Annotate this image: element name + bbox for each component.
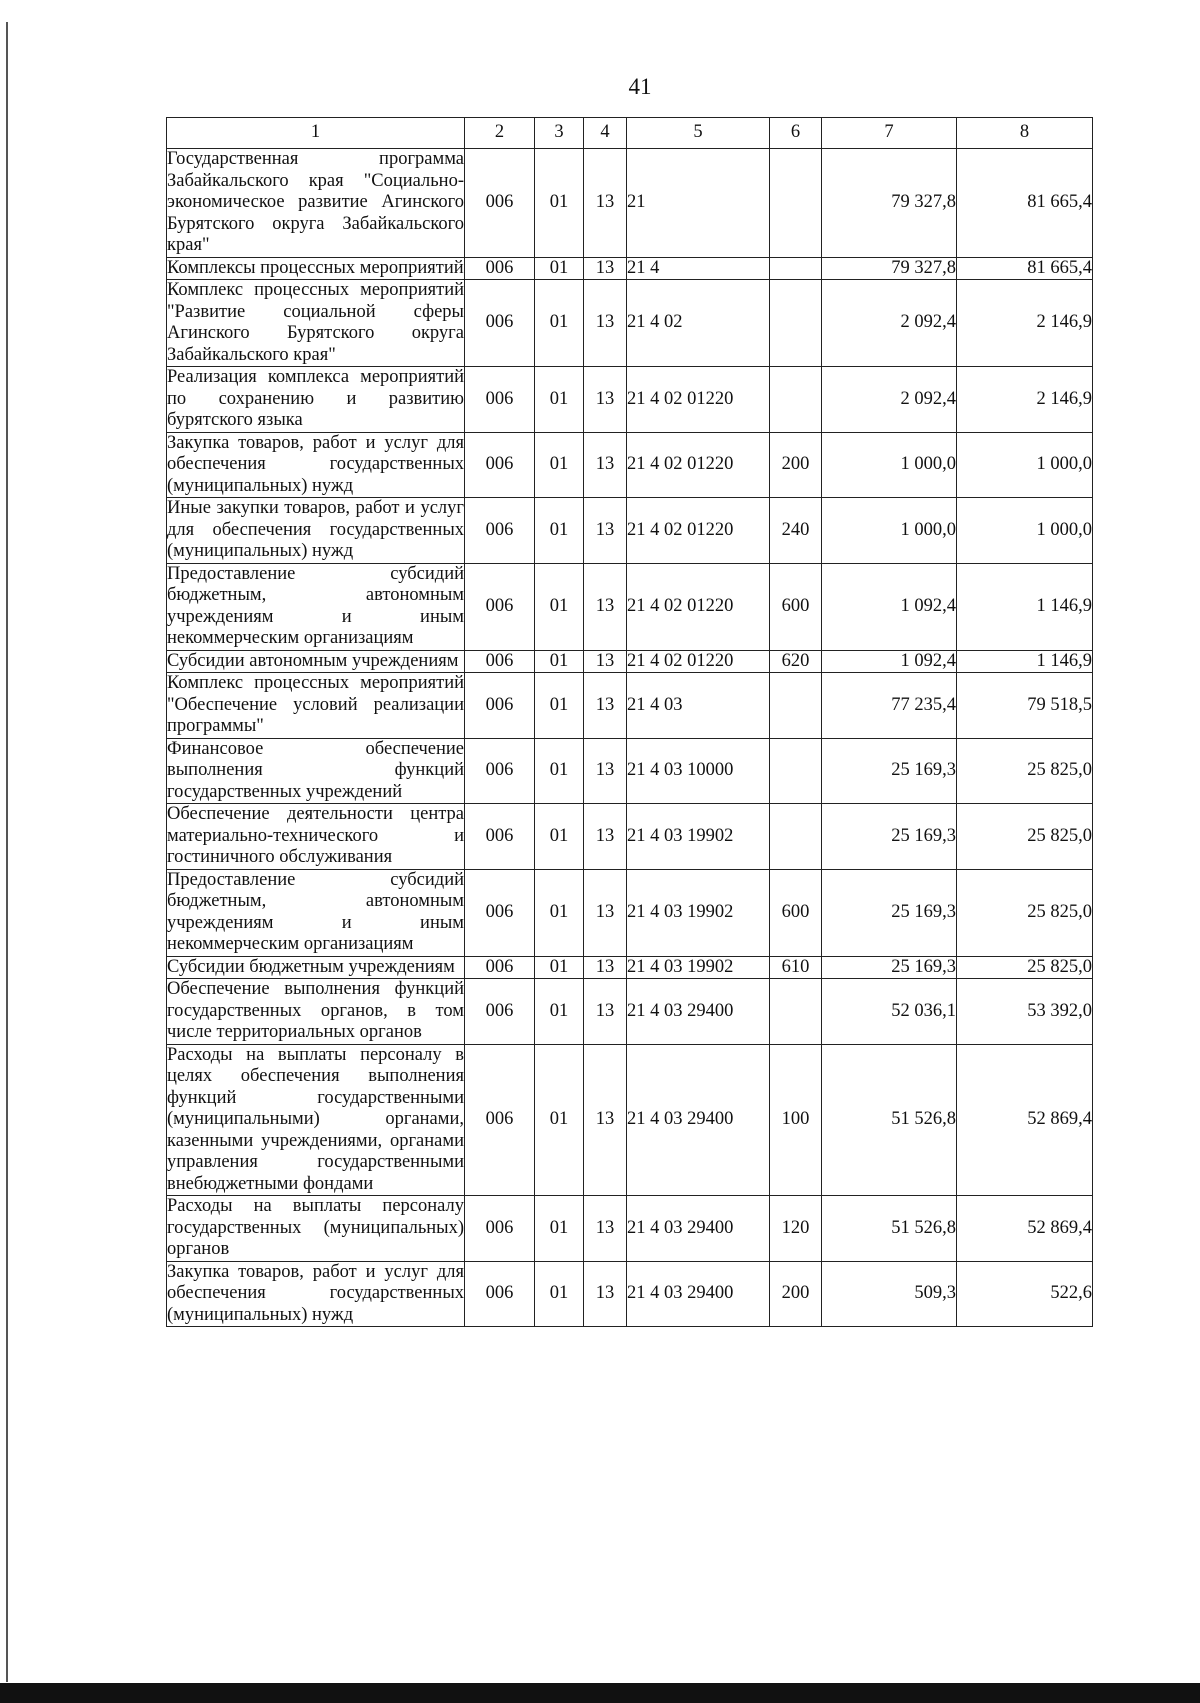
- table-row: [167, 432, 1093, 498]
- section-code: 01: [535, 563, 584, 650]
- row-name: Расходы на выплаты персоналу государственных (муниципальных) органов: [167, 1196, 464, 1259]
- section-code: 01: [535, 869, 584, 956]
- expense-type: [770, 804, 822, 870]
- section-code: 01: [535, 673, 584, 739]
- section-code: 01: [535, 280, 584, 367]
- admin-code: 006: [465, 1196, 535, 1262]
- target-article: 21 4 03 29400: [627, 1196, 770, 1262]
- admin-code: 006: [465, 149, 535, 258]
- section-code: 01: [535, 979, 584, 1045]
- subsection-code: 13: [584, 738, 627, 804]
- col-header-1: 1: [167, 118, 465, 149]
- admin-code: 006: [465, 257, 535, 280]
- target-article: 21 4 03 29400: [627, 1261, 770, 1327]
- expense-type: 610: [770, 956, 822, 979]
- admin-code: 006: [465, 1044, 535, 1196]
- amount-col7: 1 092,4: [822, 650, 957, 673]
- subsection-code: 13: [584, 149, 627, 258]
- subsection-code: 13: [584, 673, 627, 739]
- subsection-code: 13: [584, 498, 627, 564]
- table-row: [167, 563, 1093, 650]
- row-name: Расходы на выплаты персоналу в целях обеспечения выполнения функций государственными (муниципальными) органами, казенными учреждениями, органами управления государственными внебюджетными фондами: [167, 1044, 464, 1194]
- section-code: 01: [535, 498, 584, 564]
- target-article: 21: [627, 149, 770, 258]
- target-article: 21 4 02 01220: [627, 432, 770, 498]
- subsection-code: 13: [584, 1261, 627, 1327]
- admin-code: 006: [465, 432, 535, 498]
- row-name: Иные закупки товаров, работ и услуг для обеспечения государственных (муниципальных) нужд: [167, 498, 464, 561]
- section-code: 01: [535, 367, 584, 433]
- subsection-code: 13: [584, 1196, 627, 1262]
- amount-col8: 25 825,0: [957, 738, 1093, 804]
- amount-col8: 81 665,4: [957, 257, 1093, 280]
- table-row: [167, 956, 1093, 979]
- expense-type: [770, 280, 822, 367]
- subsection-code: 13: [584, 804, 627, 870]
- amount-col8: 522,6: [957, 1261, 1093, 1327]
- target-article: 21 4 02 01220: [627, 650, 770, 673]
- amount-col7: 25 169,3: [822, 869, 957, 956]
- amount-col8: 79 518,5: [957, 673, 1093, 739]
- expense-type: 100: [770, 1044, 822, 1196]
- target-article: 21 4 03 29400: [627, 1044, 770, 1196]
- row-name: Комплекс процессных мероприятий "Развитие социальной сферы Агинского Бурятского округа Забайкальского края": [167, 280, 464, 365]
- amount-col7: 77 235,4: [822, 673, 957, 739]
- expense-type: 600: [770, 869, 822, 956]
- amount-col7: 51 526,8: [822, 1196, 957, 1262]
- amount-col7: 79 327,8: [822, 149, 957, 258]
- expense-type: [770, 257, 822, 280]
- target-article: 21 4 02 01220: [627, 367, 770, 433]
- amount-col8: 1 146,9: [957, 650, 1093, 673]
- section-code: 01: [535, 257, 584, 280]
- amount-col8: 1 000,0: [957, 432, 1093, 498]
- subsection-code: 13: [584, 257, 627, 280]
- admin-code: 006: [465, 738, 535, 804]
- section-code: 01: [535, 1044, 584, 1196]
- amount-col8: 1 000,0: [957, 498, 1093, 564]
- section-code: 01: [535, 956, 584, 979]
- row-name: Закупка товаров, работ и услуг для обеспечения государственных (муниципальных) нужд: [167, 432, 464, 496]
- section-code: 01: [535, 738, 584, 804]
- admin-code: 006: [465, 956, 535, 979]
- amount-col7: 52 036,1: [822, 979, 957, 1045]
- expense-type: [770, 738, 822, 804]
- amount-col8: 81 665,4: [957, 149, 1093, 258]
- amount-col8: 52 869,4: [957, 1044, 1093, 1196]
- subsection-code: 13: [584, 979, 627, 1045]
- row-name: Реализация комплекса мероприятий по сохранению и развитию бурятского языка: [167, 367, 464, 430]
- section-code: 01: [535, 804, 584, 870]
- subsection-code: 13: [584, 650, 627, 673]
- target-article: 21 4: [627, 257, 770, 280]
- scan-bottom-bar: [0, 1683, 1200, 1703]
- amount-col7: 509,3: [822, 1261, 957, 1327]
- header-row: [167, 118, 1093, 149]
- admin-code: 006: [465, 979, 535, 1045]
- amount-col8: 53 392,0: [957, 979, 1093, 1045]
- admin-code: 006: [465, 498, 535, 564]
- expense-type: [770, 673, 822, 739]
- amount-col8: 2 146,9: [957, 280, 1093, 367]
- target-article: 21 4 03 19902: [627, 804, 770, 870]
- table-row: [167, 498, 1093, 564]
- amount-col7: 25 169,3: [822, 804, 957, 870]
- expense-type: 620: [770, 650, 822, 673]
- table-row: [167, 1196, 1093, 1262]
- admin-code: 006: [465, 563, 535, 650]
- table-row: [167, 869, 1093, 956]
- row-name: Комплекс процессных мероприятий "Обеспечение условий реализации программы": [167, 673, 464, 736]
- amount-col7: 2 092,4: [822, 280, 957, 367]
- subsection-code: 13: [584, 869, 627, 956]
- table-row: [167, 1044, 1093, 1196]
- section-code: 01: [535, 1261, 584, 1327]
- col-header-4: 4: [584, 118, 627, 149]
- budget-table: [166, 117, 1093, 1327]
- amount-col7: 2 092,4: [822, 367, 957, 433]
- scan-edge-line: [6, 22, 8, 1682]
- amount-col7: 1 092,4: [822, 563, 957, 650]
- row-name: Предоставление субсидий бюджетным, автономным учреждениям и иным некоммерческим организациям: [167, 563, 464, 648]
- table-row: [167, 979, 1093, 1045]
- row-name: Финансовое обеспечение выполнения функций государственных учреждений: [167, 738, 464, 802]
- col-header-7: 7: [822, 118, 957, 149]
- section-code: 01: [535, 650, 584, 673]
- amount-col8: 2 146,9: [957, 367, 1093, 433]
- expense-type: 200: [770, 432, 822, 498]
- table-row: [167, 673, 1093, 739]
- amount-col7: 51 526,8: [822, 1044, 957, 1196]
- col-header-5: 5: [627, 118, 770, 149]
- target-article: 21 4 02 01220: [627, 563, 770, 650]
- row-name: Обеспечение деятельности центра материально-технического и гостиничного обслуживания: [167, 804, 464, 867]
- row-name: Комплексы процессных мероприятий: [167, 257, 464, 278]
- row-name: Государственная программа Забайкальского края "Социально-экономическое развитие Агинского Бурятского округа Забайкальского края": [167, 149, 464, 255]
- target-article: 21 4 03 19902: [627, 869, 770, 956]
- table-row: [167, 280, 1093, 367]
- table-row: [167, 1261, 1093, 1327]
- table-row: [167, 367, 1093, 433]
- expense-type: 200: [770, 1261, 822, 1327]
- amount-col7: 79 327,8: [822, 257, 957, 280]
- subsection-code: 13: [584, 280, 627, 367]
- col-header-6: 6: [770, 118, 822, 149]
- page-number: 41: [628, 74, 652, 99]
- amount-col8: 25 825,0: [957, 804, 1093, 870]
- amount-col8: 25 825,0: [957, 956, 1093, 979]
- row-name: Закупка товаров, работ и услуг для обеспечения государственных (муниципальных) нужд: [167, 1261, 464, 1325]
- col-header-2: 2: [465, 118, 535, 149]
- expense-type: [770, 367, 822, 433]
- expense-type: 600: [770, 563, 822, 650]
- expense-type: [770, 979, 822, 1045]
- target-article: 21 4 02: [627, 280, 770, 367]
- admin-code: 006: [465, 1261, 535, 1327]
- admin-code: 006: [465, 869, 535, 956]
- amount-col8: 25 825,0: [957, 869, 1093, 956]
- section-code: 01: [535, 1196, 584, 1262]
- subsection-code: 13: [584, 1044, 627, 1196]
- row-name: Обеспечение выполнения функций государственных органов, в том числе территориальных органов: [167, 979, 464, 1042]
- row-name: Предоставление субсидий бюджетным, автономным учреждениям и иным некоммерческим организациям: [167, 869, 464, 954]
- admin-code: 006: [465, 804, 535, 870]
- table-row: [167, 257, 1093, 280]
- col-header-3: 3: [535, 118, 584, 149]
- amount-col7: 1 000,0: [822, 498, 957, 564]
- section-code: 01: [535, 432, 584, 498]
- table-row: [167, 149, 1093, 258]
- admin-code: 006: [465, 280, 535, 367]
- amount-col7: 1 000,0: [822, 432, 957, 498]
- target-article: 21 4 03 29400: [627, 979, 770, 1045]
- table-row: [167, 804, 1093, 870]
- subsection-code: 13: [584, 432, 627, 498]
- target-article: 21 4 03 10000: [627, 738, 770, 804]
- section-code: 01: [535, 149, 584, 258]
- amount-col7: 25 169,3: [822, 956, 957, 979]
- table-row: [167, 650, 1093, 673]
- admin-code: 006: [465, 367, 535, 433]
- expense-type: [770, 149, 822, 258]
- target-article: 21 4 03 19902: [627, 956, 770, 979]
- table-row: [167, 738, 1093, 804]
- subsection-code: 13: [584, 956, 627, 979]
- admin-code: 006: [465, 673, 535, 739]
- row-name: Субсидии бюджетным учреждениям: [167, 956, 465, 979]
- expense-type: 120: [770, 1196, 822, 1262]
- col-header-8: 8: [957, 118, 1093, 149]
- target-article: 21 4 03: [627, 673, 770, 739]
- row-name: Субсидии автономным учреждениям: [167, 650, 465, 673]
- target-article: 21 4 02 01220: [627, 498, 770, 564]
- amount-col7: 25 169,3: [822, 738, 957, 804]
- amount-col8: 1 146,9: [957, 563, 1093, 650]
- admin-code: 006: [465, 650, 535, 673]
- subsection-code: 13: [584, 563, 627, 650]
- expense-type: 240: [770, 498, 822, 564]
- subsection-code: 13: [584, 367, 627, 433]
- amount-col8: 52 869,4: [957, 1196, 1093, 1262]
